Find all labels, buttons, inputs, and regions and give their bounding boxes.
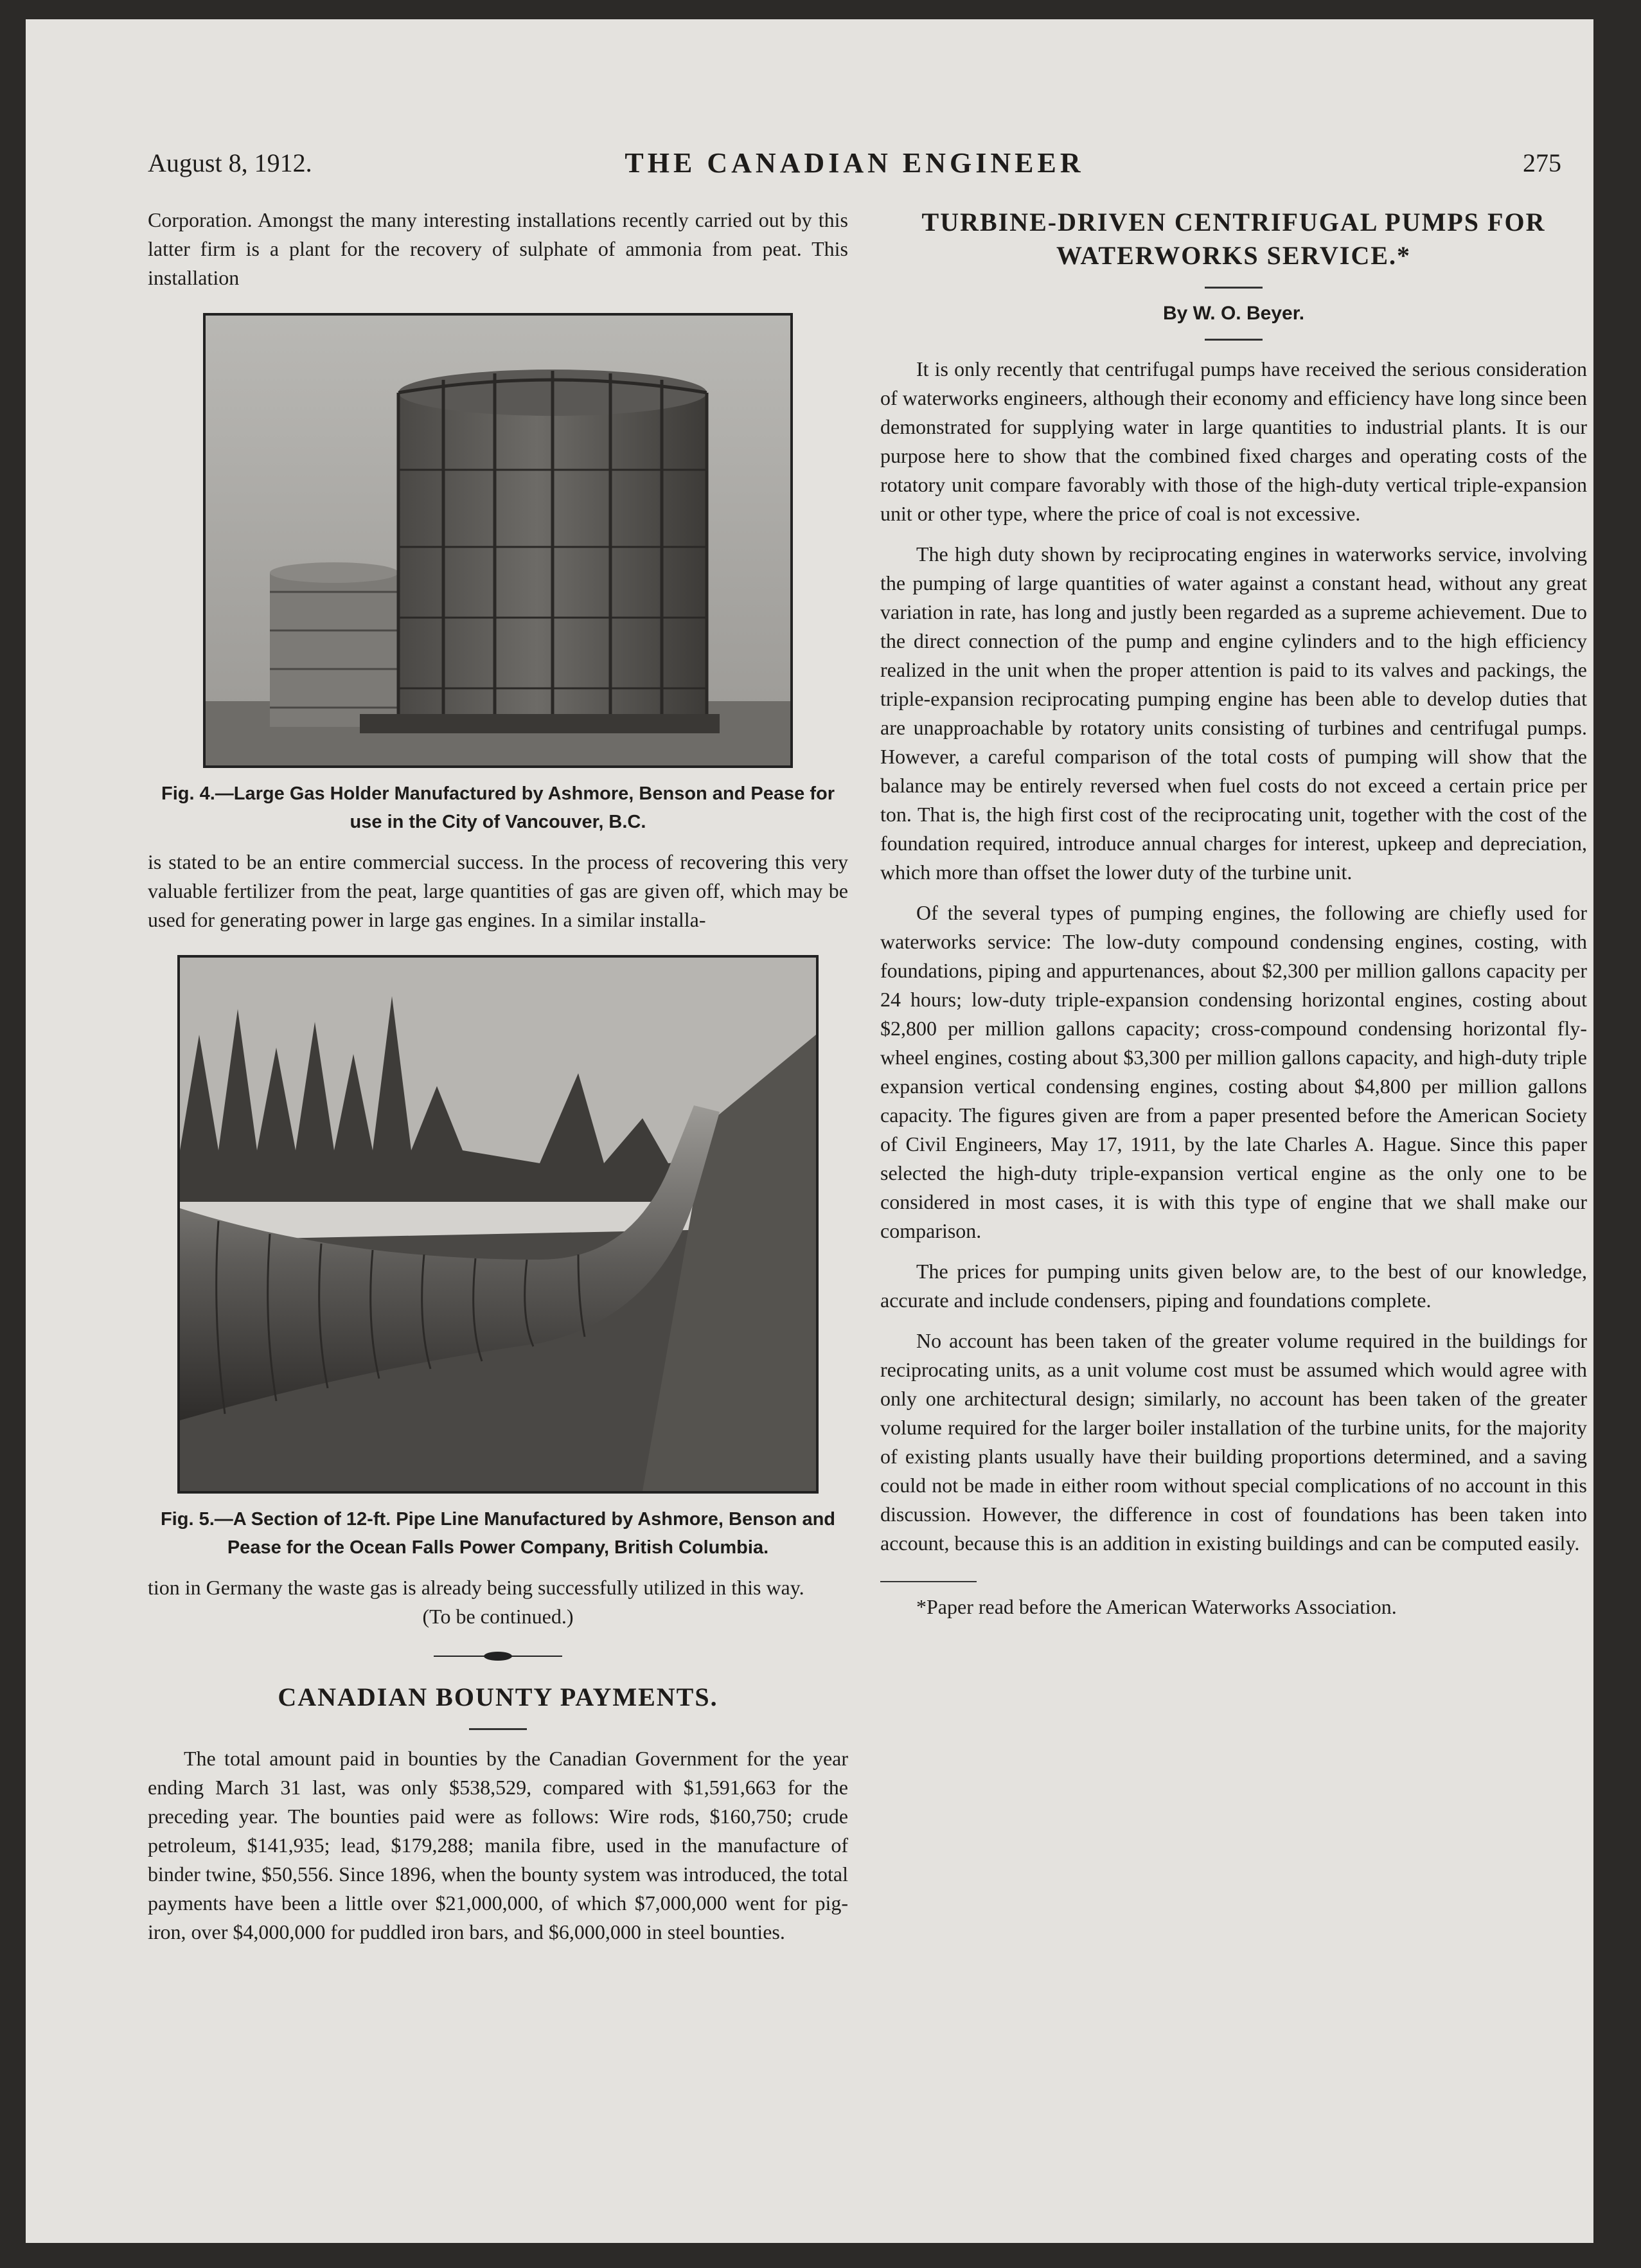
fig4-caption: Fig. 4.—Large Gas Holder Manufactured by Ashmore, Benson and Pease for use in the City of Vancouver, B.C. [161,783,835,832]
paragraph: The high duty shown by reciprocating engines in waterworks service, involving the pumping of large quantities of water against a constant head, without any great variation in rate, has long and justly been regarded as a supreme achievement. Due to the direct connection of the pump and engine cylinders and to the high efficiency realized in the unit when the proper attention is paid to its valves and packings, the triple-expansion reciprocating pumping engine has been able to develop duties that are unapproachable by rotatory units consisting of turbines and centrifugal pumps. However, a careful comparison of the total costs of pumping will show that the balance may be entirely reversed when fuel costs do not exceed a certain price per ton. That is, the high first cost of the reciprocating unit, together with the cost of the foundation required, introduce annual charges for interest, upkeep and depreciation, which more than offset the lower duty of the turbine unit. [880,542,1587,884]
page [26,19,1593,2243]
paragraph: The total amount paid in bounties by the Canadian Government for the year ending March 31 last, was only $538,529, compared with $1,591,663 for the preceding year. The bounties paid were as follows: Wire rods, $160,750; crude petroleum, $141,935; lead, $179,288; manila fibre, used in the manufacture of binder twine, $50,556. Since 1896, when the bounty system was introduced, the total payments have been a little over $21,000,000, of which $7,000,000 went for pig-iron, over $4,000,000 for puddled iron bars, and $6,000,000 in steel bounties. [148,1747,848,1943]
page-number: 275 [1523,148,1561,177]
footnote-rule [880,1581,977,1582]
gas-holder-illustration [206,316,790,765]
paragraph: Corporation. Amongst the many interesting installations recently carried out by this latter firm is a plant for the recovery of sulphate of ammonia from peat. This installation [148,208,848,289]
footnote: *Paper read before the American Waterworks Association. [916,1595,1397,1618]
article-title: TURBINE-DRIVEN CENTRIFUGAL PUMPS FOR WATERWORKS SERVICE.* [921,208,1546,270]
byline-rule [1205,339,1263,341]
fig4-gas-holder-photo [203,313,793,768]
paragraph: The prices for pumping units given below are, to the best of our knowledge, accurate and include condensers, piping and foundations complete. [880,1260,1587,1312]
fig5-pipe-line-photo [177,955,819,1494]
paragraph: is stated to be an entire commercial success. In the process of recovering this very valuable fertilizer from the peat, large quantities of gas are given off, which may be used for generating power in large gas engines. In a similar installa- [148,850,848,931]
ornament-divider [148,1644,848,1668]
title-rule [469,1728,527,1730]
paragraph: Of the several types of pumping engines, the following are chiefly used for waterworks service: The low-duty compound condensing engines, costing, with foundations, piping and appurtenances, about $2,300 per million gallons capacity per 24 hours; low-duty triple-expansion condensing horizontal engines, costing about $2,800 per million gallons capacity; cross-compound condensing horizontal fly-wheel engines, costing about $3,300 per million gallons capacity, and high-duty triple expansion vertical condensing engines, costing about $4,800 per million gallons capacity. The figures given are from a paper presented before the American Society of Civil Engineers, May 17, 1911, by the late Charles A. Hague. Since this paper selected the high-duty triple-expansion vertical engine as the only one to be considered in most cases, it is with this type of engine that we shall make our comparison. [880,901,1587,1242]
title-rule [1205,287,1263,289]
right-column [880,206,1587,1621]
fig5-caption: Fig. 5.—A Section of 12-ft. Pipe Line Manufactured by Ashmore, Benson and Pease for the Ocean Falls Power Company, British Columbia. [160,1509,836,1558]
byline: By W. O. Beyer. [1162,303,1305,324]
to-be-continued: (To be continued.) [422,1605,574,1628]
left-column [148,206,848,1947]
journal-title: THE CANADIAN ENGINEER [625,147,1085,179]
paragraph: No account has been taken of the greater volume required in the buildings for reciprocating units, as a unit volume cost must be assumed which would agree with only one architectural design; similarly, no account has been taken of the greater volume required for the larger boiler installation of the turbine units, for the majority of existing plants usually have their building proportions determined, and a saving could not be made in either room without special complications of no account in this discussion. However, the difference in cost of foundations has been taken into account, because this is an addition in existing buildings and can be computed easily. [880,1329,1587,1555]
pipe-line-illustration [180,958,816,1491]
ornament-icon [434,1650,562,1663]
paragraph: It is only recently that centrifugal pumps have received the serious consideration of waterworks engineers, although their economy and efficiency have long since been demonstrated for supplying water in large quantities to industrial plants. It is our purpose here to show that the combined fixed charges and operating costs of the rotatory unit compare favorably with those of the high-duty vertical triple-expansion unit or other type, where the price of coal is not excessive. [880,357,1587,525]
bounty-article-title: CANADIAN BOUNTY PAYMENTS. [278,1683,718,1711]
running-header [148,141,1561,193]
paragraph: tion in Germany the waste gas is already being successfully utilized in this way. [148,1576,804,1599]
issue-date: August 8, 1912. [148,148,312,177]
